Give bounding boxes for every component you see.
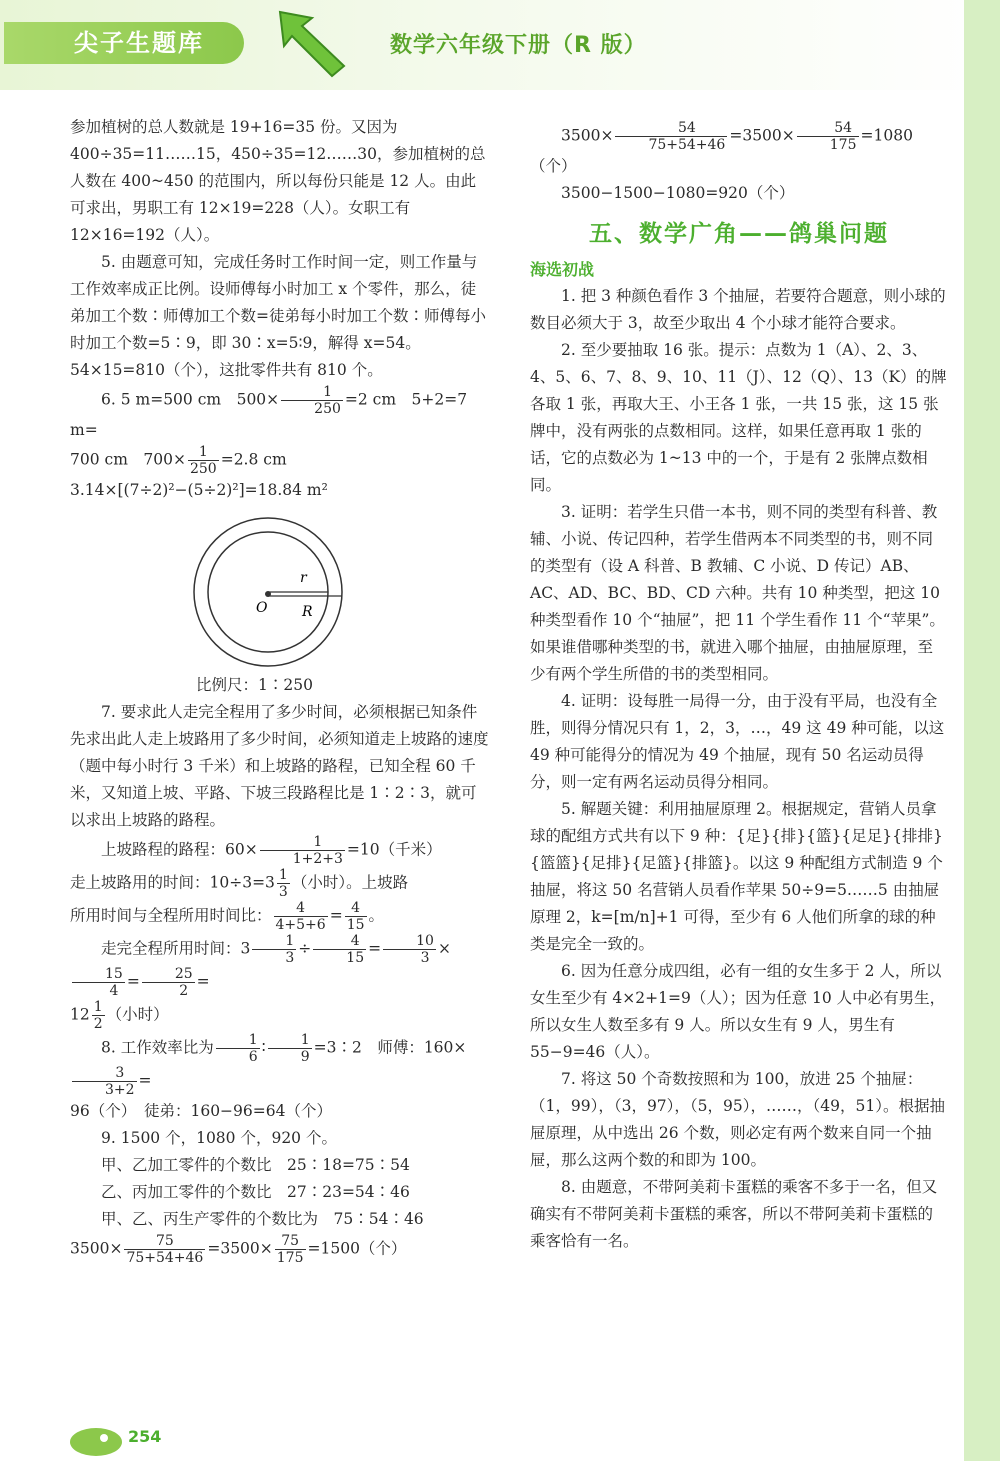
subheading: 海选初战	[530, 260, 595, 279]
right-column	[530, 120, 948, 1255]
answer-6-line1: 6. 5 m=500 cm 500× $\frac{1}{250}$ =2 cm 5+2=7 m=	[70, 384, 468, 439]
answer-7-result: 12 $\frac{1}{2}$ （小时）	[70, 999, 169, 1032]
fraction: $\frac{1}{1+2+3}$	[260, 834, 345, 867]
label-r: r	[300, 570, 307, 586]
fraction: $\frac{1}{250}$	[189, 444, 217, 477]
page-number: 254	[128, 1427, 162, 1446]
fraction: $\frac{25}{2}$	[142, 966, 195, 999]
question-5: 5. 解题关键：利用抽屉原理 2。根据规定，营销人员拿球的配组方式共有以下 9 种：{足}{排}{篮}{足足}{排排}{篮篮}{足排}{足篮}{排篮}。以这 9 种配组方式制造 9 个抽屉，将这 50 名营销人员看作苹果 50÷9=5……5 由抽屉原理 2，k=[m/n]+1 可得，至少有 6 人他们所拿的球的种类是完全一致的。	[530, 800, 943, 953]
fraction: $\frac{54}{75+54+46}$	[615, 120, 727, 153]
fraction: $\frac{75}{175}$	[276, 1233, 304, 1266]
label-R: R	[302, 604, 313, 620]
ring-diagram	[190, 512, 350, 672]
answer-8: 8. 工作效率比为 $\frac{1}{6}$ ∶ $\frac{1}{9}$ =3∶2 师傅：160× $\frac{3}{3+2}$ =	[70, 1032, 490, 1098]
fraction: $\frac{10}{3}$	[383, 933, 436, 966]
answer-7-total-time: 走完全程所用时间：3 $\frac{1}{3}$ ÷ $\frac{4}{15}$ = $\frac{10}{3}$ × $\frac{15}{4}$ = $\frac{25}{2}$ =	[70, 933, 490, 999]
fraction: $\frac{4}{15}$	[346, 900, 365, 933]
fraction: $\frac{1}{250}$	[281, 384, 343, 417]
question-4: 4. 证明：设每胜一局得一分，由于没有平局，也没有全胜，则得分情况只有 1，2，3，…，49 这 49 种可能，以这 49 种可能得分的情况为 49 个抽屉，现有 50 名运动员得分，则一定有两名运动员得分相同。	[530, 692, 945, 791]
series-brand: 尖子生题库	[4, 22, 244, 64]
scale-caption: 比例尺：1∶250	[196, 676, 313, 694]
fraction: $\frac{1}{2}$	[93, 999, 103, 1032]
answer-9-ratio-bc: 乙、丙加工零件的个数比 27∶23=54∶46	[101, 1183, 410, 1201]
answer-9-ratio-abc: 甲、乙、丙生产零件的个数比为 75∶54∶46	[101, 1210, 424, 1228]
answer-7-uphill-distance: 上坡路程的路程：60× $\frac{1}{1+2+3}$ =10（千米）	[101, 834, 442, 867]
answer-6-area: 3.14×[(7÷2)²−(5÷2)²]=18.84 m²	[70, 481, 328, 499]
fraction: $\frac{75}{75+54+46}$	[126, 1233, 204, 1266]
question-7: 7. 将这 50 个奇数按照和为 100，放进 25 个抽屉：（1，99），（3，97），（5，95），……，（49，51）。根据抽屉原理，从中选出 26 个数，则必定有两个数来自同一个抽屉，那么这两个数的和即为 100。	[530, 1070, 945, 1169]
question-8: 8. 由题意，不带阿美莉卡蛋糕的乘客不多于一名，但又确实有不带阿美莉卡蛋糕的乘客，所以不带阿美莉卡蛋糕的乘客恰有一名。	[530, 1178, 938, 1250]
question-1: 1. 把 3 种颜色看作 3 个抽屉，若要符合题意，则小球的数目必须大于 3，故至少取出 4 个小球才能符合要求。	[530, 287, 946, 332]
paragraph-tree-planting: 参加植树的总人数就是 19+16=35 份。又因为 400÷35=11……15，450÷35=12……30，参加植树的总人数在 400~450 的范围内，所以每份只能是 12 人。由此可求出，男职工有 12×19=228（人）。女职工有 12×16=192（人）。	[70, 118, 486, 244]
answer-7: 7. 要求此人走完全程用了多少时间，必须根据已知条件先求出此人走上坡路用了多少时间，必须知道走上坡路的速度（题中每小时行 3 千米）和上坡路的路程，已知全程 60 千米，又知道上坡、平路、下坡三段路程比是 1∶2∶3，就可以求出上坡路的路程。	[70, 703, 489, 829]
question-3: 3. 证明：若学生只借一本书，则不同的类型有科普、教辅、小说、传记四种，若学生借两本不同类型的书，则不同的类型有（设 A 科普、B 教辅、C 小说、D 传记）AB、AC、AD、BC、BD、CD 六种。共有 10 种类型，把这 10 种类型看作 10 个“抽屉”，把 11 个学生看作 11 个“苹果”。如果谁借哪种类型的书，就进入哪个抽屉，由抽屉原理，至少有两个学生所借的书的类型相同。	[530, 503, 945, 683]
fraction: $\frac{15}{4}$	[72, 966, 125, 999]
fraction: $\frac{1}{9}$	[268, 1032, 312, 1065]
answer-5: 5. 由题意可知，完成任务时工作时间一定，则工作量与工作效率成正比例。设师傅每小时加工 x 个零件，那么，徒弟加工个数∶师傅加工个数=徒弟每小时加工个数∶师傅每小时加工个数=5∶9，即 30∶x=5∶9，解得 x=54。54×15=810（个），这批零件共有 810 个。	[70, 253, 486, 379]
answer-8-result: 96（个） 徒弟：160−96=64（个）	[70, 1102, 332, 1120]
answer-7-ratio: 所用时间与全程所用时间比： $\frac{4}{4+5+6}$ = $\frac{4}{15}$ 。	[70, 900, 385, 933]
fraction: $\frac{3}{3+2}$	[72, 1065, 137, 1098]
question-6: 6. 因为任意分成四组，必有一组的女生多于 2 人，所以女生至少有 4×2+1=9（人）；因为任意 10 人中必有男生，所以女生人数至多有 9 人。所以女生有 9 人，男生有 55−9=46（人）。	[530, 962, 946, 1061]
label-O: O	[256, 600, 268, 616]
answer-9-calc-b: 3500× $\frac{54}{75+54+46}$ =3500× $\frac{54}{175}$ =1080（个）	[530, 120, 913, 175]
book-title: 数学六年级下册（R 版）	[390, 33, 647, 58]
left-column	[70, 114, 490, 1266]
answer-9-calc: 3500× $\frac{75}{75+54+46}$ =3500× $\frac{75}{175}$ =1500（个）	[70, 1233, 407, 1266]
center-point	[265, 591, 271, 597]
section-title: 五、数学广角——鸽巢问题	[589, 221, 889, 247]
page-bubble-icon	[66, 1418, 126, 1458]
answer-6-line2: 700 cm 700× $\frac{1}{250}$ =2.8 cm	[70, 444, 287, 477]
fraction: $\frac{54}{175}$	[797, 120, 859, 153]
answer-9-ratio-ab: 甲、乙加工零件的个数比 25∶18=75∶54	[101, 1156, 410, 1174]
answer-9-calc-c: 3500−1500−1080=920（个）	[561, 184, 795, 202]
answer-9: 9. 1500 个，1080 个，920 个。	[101, 1129, 337, 1147]
fraction: $\frac{4}{15}$	[313, 933, 366, 966]
fraction: $\frac{1}{6}$	[216, 1032, 260, 1065]
fraction: $\frac{4}{4+5+6}$	[275, 900, 326, 933]
arrow-icon	[272, 8, 352, 78]
fraction: $\frac{1}{3}$	[252, 933, 296, 966]
side-band	[964, 0, 1000, 1461]
question-2: 2. 至少要抽取 16 张。提示：点数为 1（A）、2、3、4、5、6、7、8、9、10、11（J）、12（Q）、13（K）的牌各取 1 张，再取大王、小王各 1 张，一共 15 张，这 15 张牌中，没有两张的点数相同。这样，如果任意再取 1 张的话，它的点数必为 1~13 中的一个，于是有 2 张牌点数相同。	[530, 341, 947, 494]
answer-7-uphill-time: 走上坡路用的时间：10÷3=3 $\frac{1}{3}$ （小时）。上坡路	[70, 867, 409, 900]
fraction: $\frac{1}{3}$	[278, 867, 288, 900]
